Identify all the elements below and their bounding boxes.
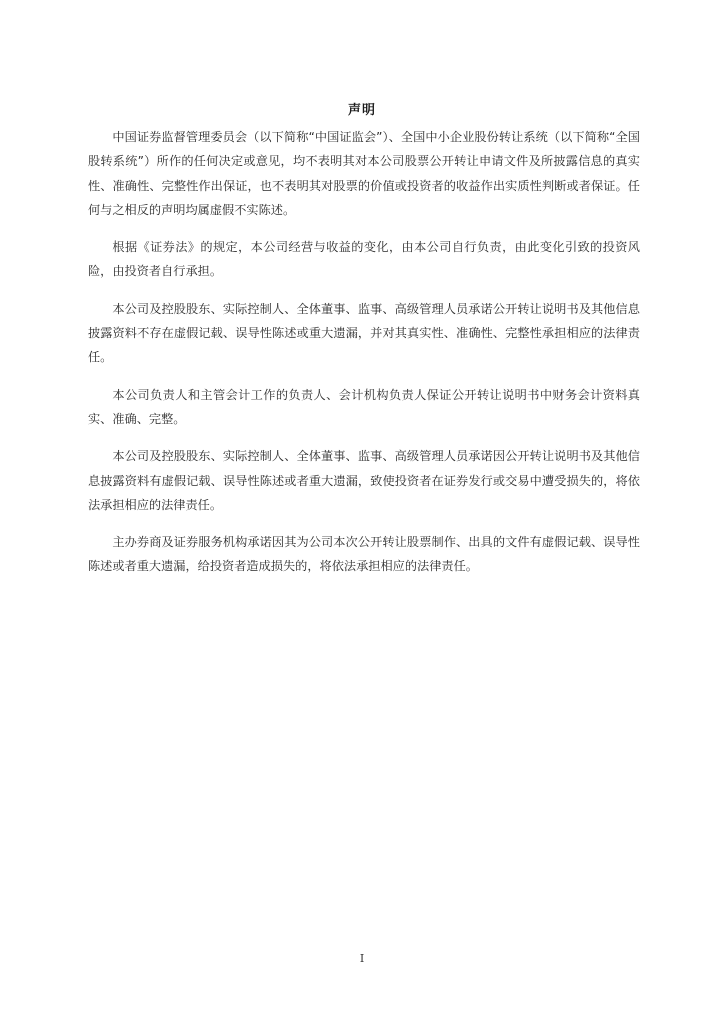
page-number: I (359, 952, 365, 965)
paragraph-csrc-disclaimer: 中国证券监督管理委员会（以下简称“中国证监会”）、全国中小企业股份转让系统（以下简称“全国股转系统”）所作的任何决定或意见，均不表明其对本公司股票公开转让申请文件及所披露信息的真实性、准确性、完整性作出保证，也不表明其对股票的价值或投资者的收益作出实质性判断或者保证。任何与之相反的声明均属虚假不实陈述。 (88, 130, 640, 217)
paragraph-broker-commitment: 主办券商及证券服务机构承诺因其为公司本次公开转让股票制作、出具的文件有虚假记载、误导性陈述或者重大遗漏，给投资者造成损失的，将依法承担相应的法律责任。 (88, 535, 640, 574)
page-title: 声明 (347, 103, 376, 118)
paragraph-liability-commitment: 本公司及控股股东、实际控制人、全体董事、监事、高级管理人员承诺因公开转让说明书及其他信息披露资料有虚假记载、误导性陈述或者重大遗漏，致使投资者在证券发行或交易中遭受损失的，将依法承担相应的法律责任。 (88, 449, 640, 512)
paragraph-financial-guarantee: 本公司负责人和主管会计工作的负责人、会计机构负责人保证公开转让说明书中财务会计资料真实、准确、完整。 (88, 387, 640, 426)
paragraph-investment-risk: 根据《证券法》的规定，本公司经营与收益的变化，由本公司自行负责，由此变化引致的投资风险，由投资者自行承担。 (88, 240, 640, 279)
declaration-body (88, 125, 640, 592)
paragraph-disclosure-commitment: 本公司及控股股东、实际控制人、全体董事、监事、高级管理人员承诺公开转让说明书及其他信息披露资料不存在虚假记载、误导性陈述或重大遗漏，并对其真实性、准确性、完整性承担相应的法律责任。 (88, 301, 640, 365)
